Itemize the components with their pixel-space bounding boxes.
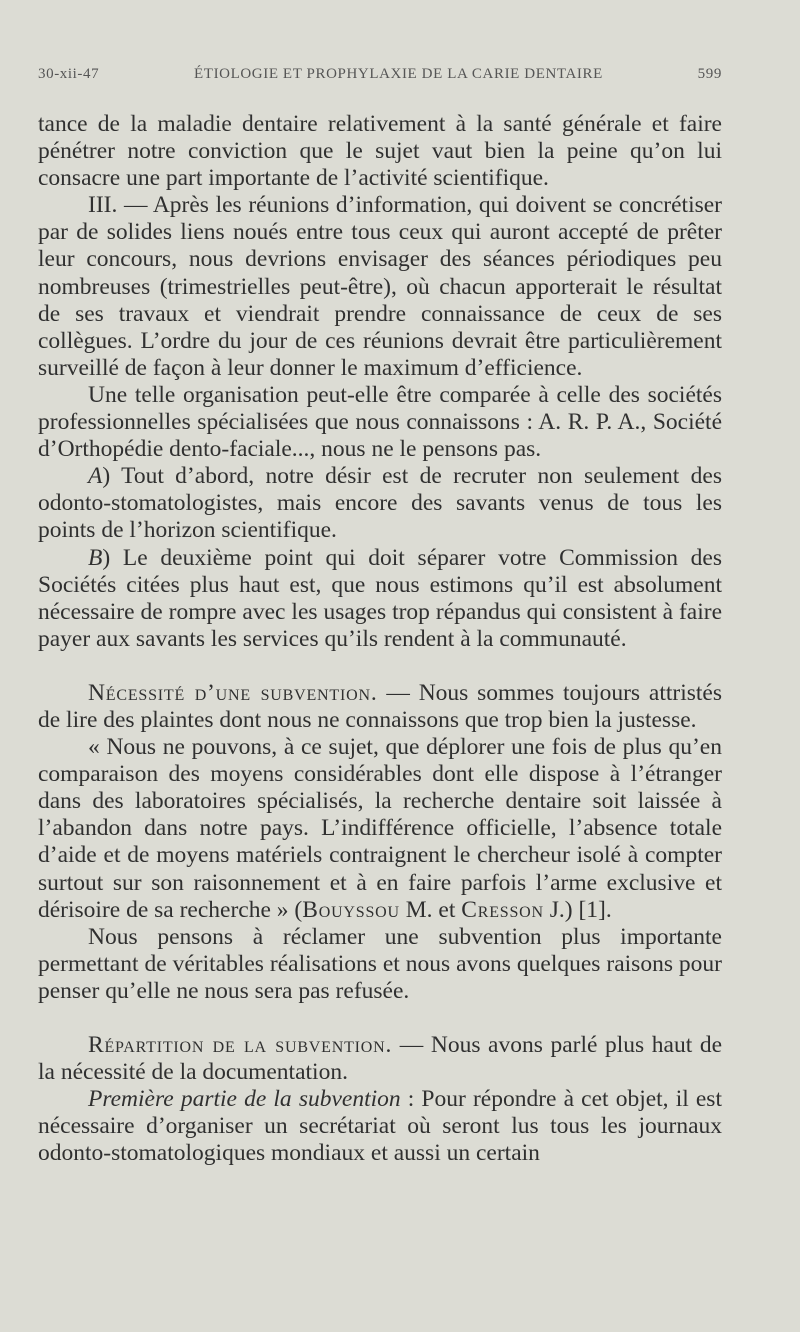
body-text — [38, 111, 722, 1167]
running-head-date: 30-xii-47 — [38, 66, 100, 82]
author-cresson: Cresson — [461, 896, 544, 923]
page-number: 599 — [697, 66, 722, 82]
paragraph-first-part: Première partie de la subvention : Pour répondre à cet objet, il est nécessaire d’organiser un secrétariat où seront lus tous les journaux odonto-stomatologiques mondiaux et aussi un certain — [38, 1086, 722, 1167]
section-heading-repartition: Répartition de la subvention. — [88, 1032, 393, 1058]
running-head-title: ÉTIOLOGIE ET PROPHYLAXIE DE LA CARIE DENTAIRE — [194, 66, 603, 82]
running-head — [38, 66, 722, 83]
section-heading-subvention: Nécessité d’une subvention. — [88, 679, 378, 706]
paragraph-point-b: B) Le deuxième point qui doit séparer votre Commission des Sociétés citées plus haut est, que nous estimons qu’il est absolument nécessaire de rompre avec les usages trop répandus qui consistent à faire payer aux savants les services qu’ils rendent à la communauté. — [38, 544, 722, 652]
paragraph-point-a: A) Tout d’abord, notre désir est de recruter non seulement des odonto-stomatologistes, mais encore des savants venus de tous les points de l’horizon scientifique. — [38, 463, 722, 544]
paragraph-section-iii: III. — Après les réunions d’information, qui doivent se concrétiser par de solides liens noués entre tous ceux qui auront accepté de prêter leur concours, nous devrions envisager des séances périodiques peu nombreuses (trimestrielles peut-être), où chacun apporterait le résultat de ses travaux et viendrait prendre connaissance de ceux de ses collègues. L’ordre du jour de ces réunions devrait être particulièrement surveillé de façon à leur donner le maximum d’efficience. — [38, 192, 722, 381]
author-bouyssou: Bouyssou — [302, 896, 400, 923]
point-b-label: B — [88, 544, 103, 571]
paragraph-quotation: « Nous ne pouvons, à ce sujet, que déplorer une fois de plus qu’en comparaison des moyens considérables dont elle dispose à l’étranger dans des laboratoires spécialisés, la recherche dentaire soit laissée à l’abandon dans notre pays. L’indifférence officielle, l’absence totale d’aide et de moyens matériels contraignent le chercheur isolé à compter surtout sur son raisonnement et à en faire parfois l’arme exclusive et dérisoire de sa recherche » (Bouyssou M. et Cresson J.) [1]. — [38, 734, 722, 923]
first-part-label: Première partie de la subvention — [88, 1086, 401, 1113]
paragraph-continuation: tance de la maladie dentaire relativement à la santé générale et faire pénétrer notre conviction que le sujet vaut bien la peine qu’on lui consacre une part importante de l’activité scientifique. — [38, 111, 722, 192]
paragraph-repartition: Répartition de la subvention. — Nous avons parlé plus haut de la nécessité de la documentation. — [38, 1032, 722, 1086]
paragraph-comparison: Une telle organisation peut-elle être comparée à celle des sociétés professionnelles spécialisées que nous connaissons : A. R. P. A., Société d’Orthopédie dento-faciale..., nous ne le pensons pas. — [38, 381, 722, 463]
paragraph-request: Nous pensons à réclamer une subvention plus importante permettant de véritables réalisations et nous avons quelques raisons pour penser qu’elle ne nous sera pas refusée. — [38, 923, 722, 1004]
paragraph-subvention-need: Nécessité d’une subvention. — Nous sommes toujours attristés de lire des plaintes dont nous ne connaissons que trop bien la justesse. — [38, 679, 722, 733]
point-a-label: A — [88, 463, 103, 490]
